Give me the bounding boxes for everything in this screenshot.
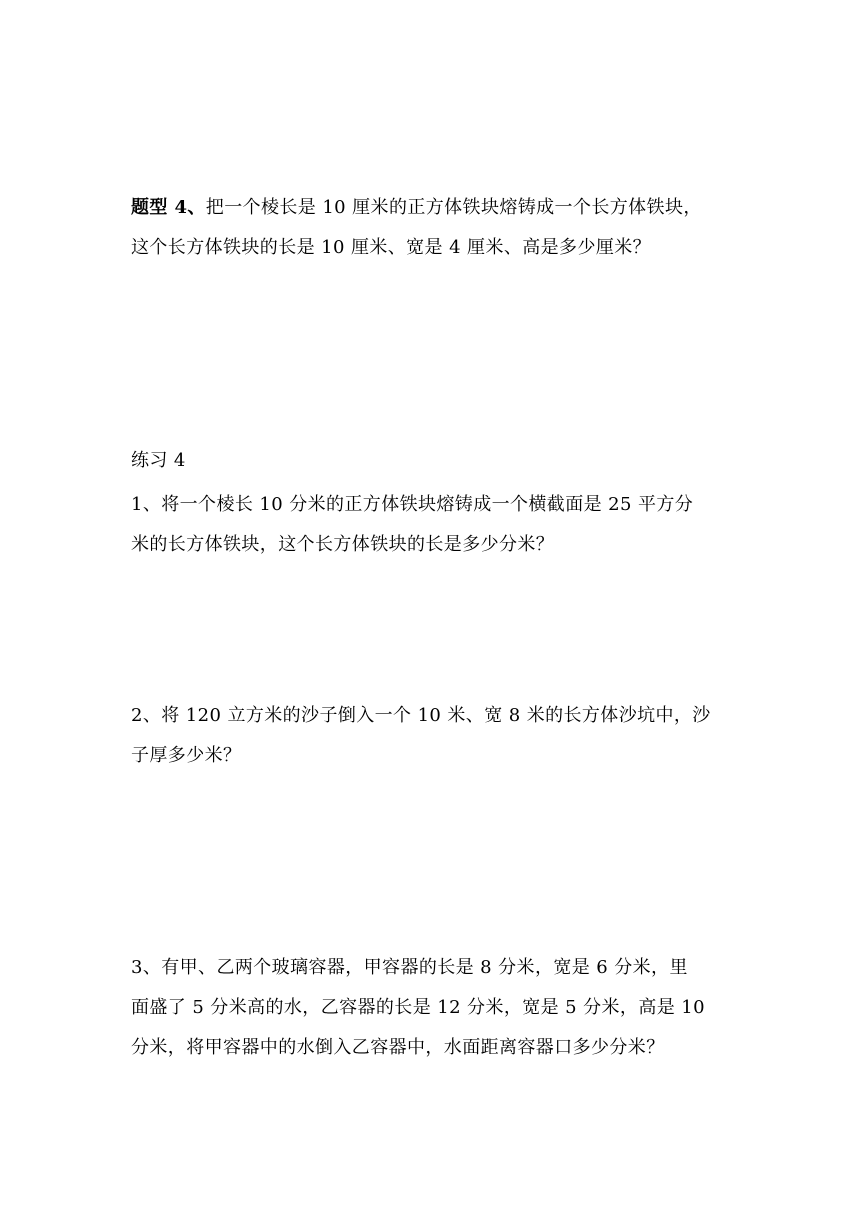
practice-heading [131, 441, 737, 481]
example-text: 把一个棱长是 10 厘米的正方体铁块熔铸成一个长方体铁块， [205, 197, 702, 218]
question-1-line-2: 米的长方体铁块，这个长方体铁块的长是多少分米？ [131, 534, 555, 555]
example-problem [131, 188, 737, 268]
example-line-2: 这个长方体铁块的长是 10 厘米、宽是 4 厘米、高是多少厘米？ [131, 237, 652, 258]
question-2-line-2: 子厚多少米？ [131, 745, 242, 766]
practice-question-1 [131, 485, 737, 565]
example-line-1 [131, 188, 737, 228]
question-3-line-2: 面盛了 5 分米高的水，乙容器的长是 12 分米，宽是 5 分米，高是 10 [131, 997, 705, 1018]
question-3-line-3: 分米，将甲容器中的水倒入乙容器中，水面距离容器口多少分米？ [131, 1037, 665, 1058]
question-1-line-1: 1、将一个棱长 10 分米的正方体铁块熔铸成一个横截面是 25 平方分 [131, 494, 694, 515]
question-3-line-1: 3、有甲、乙两个玻璃容器，甲容器的长是 8 分米，宽是 6 分米，里 [131, 957, 688, 978]
example-label: 题型 4、 [131, 197, 206, 218]
question-2-line-1: 2、将 120 立方米的沙子倒入一个 10 米、宽 8 米的长方体沙坑中，沙 [131, 705, 711, 726]
practice-title: 练习 4 [131, 450, 186, 471]
practice-question-2 [131, 696, 737, 776]
practice-question-3 [131, 948, 737, 1068]
